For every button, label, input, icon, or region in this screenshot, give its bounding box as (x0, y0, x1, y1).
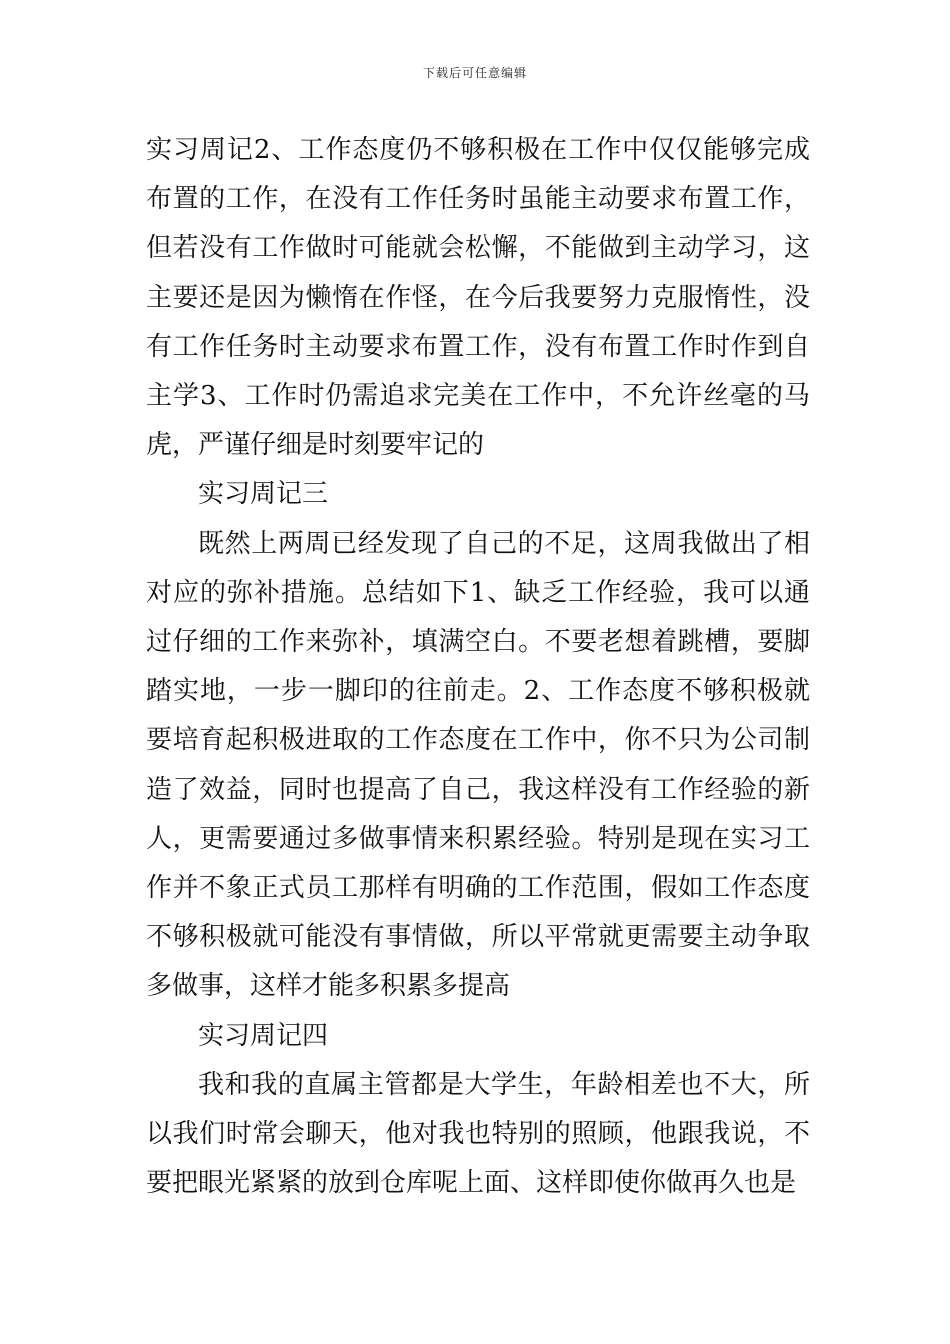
page-header: 下载后可任意编辑 (422, 66, 527, 80)
paragraph-week2-continued: 实习周记2、工作态度仍不够积极在工作中仅仅能够完成布置的工作，在没有工作任务时虽能主动要求布置工作，但若没有工作做时可能就会松懈，不能做到主动学习，这主要还是因为懒惰在作怪，在今后我要努力克服惰性，没有工作任务时主动要求布置工作，没有布置工作时作到自主学3、工作时仍需追求完美在工作中，不允许丝毫的马虎，严谨仔细是时刻要牢记的 (146, 135, 810, 461)
paragraph-week3: 既然上两周已经发现了自己的不足，这周我做出了相对应的弥补措施。总结如下1、缺乏工作经验，我可以通过仔细的工作来弥补，填满空白。不要老想着跳槽，要脚踏实地，一步一脚印的往前走。2、工作态度不够积极就要培育起积极进取的工作态度在工作中，你不只为公司制造了效益，同时也提高了自己，我这样没有工作经验的新人，更需要通过多做事情来积累经验。特别是现在实习工作并不象正式员工那样有明确的工作范围，假如工作态度不够积极就可能没有事情做，所以平常就更需要主动争取多做事，这样才能多积累多提高 (146, 528, 810, 1002)
section-heading-week3: 实习周记三 (198, 479, 329, 510)
paragraph-week4: 我和我的直属主管都是大学生，年龄相差也不大，所以我们时常会聊天，他对我也特别的照顾，他跟我说，不要把眼光紧紧的放到仓库呢上面、这样即使你做再久也是 (146, 1069, 810, 1199)
document-body (146, 126, 810, 1208)
section-heading-week4: 实习周记四 (198, 1020, 329, 1051)
